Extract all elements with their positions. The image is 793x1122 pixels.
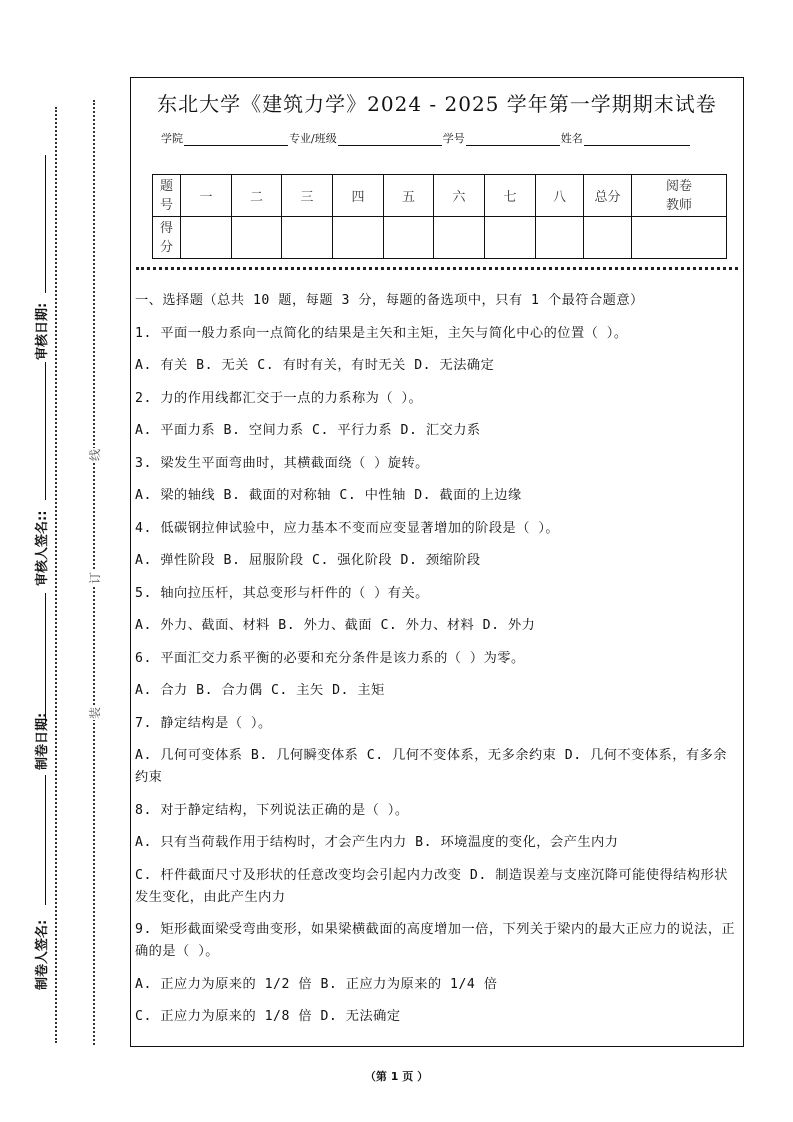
dotted-separator <box>136 267 738 270</box>
section-multiple-choice <box>135 290 737 1028</box>
question-7 <box>135 713 737 800</box>
question-options: C. 杆件截面尺寸及形状的任意改变均会引起内力改变 D. 制造误差与支座沉降可能使得结构形状发生变化，由此产生内力 <box>135 867 728 905</box>
question-1 <box>135 323 737 388</box>
question-options: A. 几何可变体系 B. 几何瞬变体系 C. 几何不变体系，无多余约束 D. 几何不变体系，有多余约束 <box>135 748 727 785</box>
fold-mark: 装 <box>88 706 102 719</box>
col-header-5: 五 <box>384 175 434 217</box>
question-options: A. 只有当荷载作用于结构时，才会产生内力 B. 环境温度的变化，会产生内力 <box>135 835 619 850</box>
score-cell-total[interactable] <box>584 217 632 259</box>
question-options: A. 外力、截面、材料 B. 外力、截面 C. 外力、材料 D. 外力 <box>135 618 536 633</box>
section-heading: 一、选择题（总共 10 题，每题 3 分，每题的备选项中，只有 1 个最符合题意） <box>135 293 644 308</box>
score-cell-7[interactable] <box>485 217 536 259</box>
question-2 <box>135 388 737 453</box>
student-info-row <box>161 130 691 146</box>
question-options: A. 正应力为原来的 1/2 倍 B. 正应力为原来的 1/4 倍 <box>135 976 498 992</box>
score-cell-4[interactable] <box>333 217 384 259</box>
page-number: （第 1 页 ） <box>364 1070 429 1083</box>
name-label: 姓名 <box>560 132 583 145</box>
score-cell-6[interactable] <box>434 217 485 259</box>
question-options: A. 有关 B. 无关 C. 有时有关，有时无关 D. 无法确定 <box>135 358 495 373</box>
col-header-3: 三 <box>282 175 333 217</box>
question-options: A. 平面力系 B. 空间力系 C. 平行力系 D. 汇交力系 <box>135 423 481 438</box>
student-id-field[interactable] <box>466 133 560 146</box>
review-date-line <box>45 155 46 293</box>
col-header-1: 一 <box>181 175 232 217</box>
reviewer-sign-line <box>45 362 46 500</box>
question-4 <box>135 518 737 583</box>
col-header-total: 总分 <box>584 175 632 217</box>
score-cell-1[interactable] <box>181 217 232 259</box>
question-stem: 8. 对于静定结构，下列说法正确的是（ ）。 <box>135 802 409 818</box>
grader-cell[interactable] <box>632 217 727 259</box>
question-6 <box>135 648 737 713</box>
col-header-6: 六 <box>434 175 485 217</box>
question-8 <box>135 800 737 920</box>
line-mark: 线 <box>88 448 102 461</box>
score-cell-2[interactable] <box>232 217 282 259</box>
col-header-7: 七 <box>485 175 536 217</box>
score-cell-3[interactable] <box>282 217 333 259</box>
score-header: 得 分 <box>153 217 181 259</box>
review-date-label: 审核日期: <box>35 302 50 360</box>
reviewer-signature-label: 审核人签名:: <box>35 510 50 586</box>
question-stem: 9. 矩形截面梁受弯曲变形，如果梁横截面的高度增加一倍，下列关于梁内的最大正应力的说法，正确的是（ ）。 <box>135 922 736 959</box>
question-5 <box>135 583 737 648</box>
question-3 <box>135 453 737 518</box>
score-cell-5[interactable] <box>384 217 434 259</box>
question-stem: 4. 低碳钢拉伸试验中，应力基本不变而应变显著增加的阶段是（ ）。 <box>135 520 560 536</box>
major-class-label: 专业/班级 <box>289 132 337 145</box>
college-label: 学院 <box>161 132 183 145</box>
grader-header: 阅卷 教师 <box>632 175 727 217</box>
score-row <box>153 217 727 259</box>
question-stem: 2. 力的作用线都汇交于一点的力系称为（ ）。 <box>135 390 423 406</box>
maker-date-label: 制卷日期: <box>35 712 50 770</box>
question-stem: 5. 轴向拉压杆，其总变形与杆件的（ ）有关。 <box>135 585 429 601</box>
question-stem: 3. 梁发生平面弯曲时，其横截面绕（ ）旋转。 <box>135 455 429 471</box>
exam-title: 东北大学《建筑力学》2024 - 2025 学年第一学期期末试卷 <box>157 92 717 116</box>
question-stem: 7. 静定结构是（ ）。 <box>135 715 272 731</box>
exam-frame <box>130 77 744 1047</box>
question-number-row <box>153 175 727 217</box>
student-id-label: 学号 <box>442 132 465 145</box>
col-header-8: 八 <box>536 175 584 217</box>
college-field[interactable] <box>184 133 288 146</box>
question-stem: 1. 平面一般力系向一点简化的结果是主矢和主矩，主矢与简化中心的位置（ ）。 <box>135 325 628 341</box>
score-table <box>152 174 727 259</box>
question-options: A. 弹性阶段 B. 屈服阶段 C. 强化阶段 D. 颈缩阶段 <box>135 553 481 568</box>
bind-mark: 订 <box>88 571 102 584</box>
question-number-header: 题 号 <box>153 175 181 217</box>
major-class-field[interactable] <box>338 133 442 146</box>
maker-date-line <box>45 775 46 905</box>
score-cell-8[interactable] <box>536 217 584 259</box>
question-9 <box>135 919 737 1028</box>
col-header-4: 四 <box>333 175 384 217</box>
col-header-2: 二 <box>232 175 282 217</box>
maker-signature-label: 制卷人签名: <box>35 919 50 990</box>
name-field[interactable] <box>584 133 690 146</box>
question-options: A. 梁的轴线 B. 截面的对称轴 C. 中性轴 D. 截面的上边缘 <box>135 488 522 503</box>
reviewer-sign-line-2 <box>45 593 46 723</box>
question-stem: 6. 平面汇交力系平衡的必要和充分条件是该力系的（ ）为零。 <box>135 650 525 666</box>
question-options: A. 合力 B. 合力偶 C. 主矢 D. 主矩 <box>135 683 385 698</box>
inner-dotted-line <box>55 107 57 1043</box>
question-options: C. 正应力为原来的 1/8 倍 D. 无法确定 <box>135 1009 401 1024</box>
